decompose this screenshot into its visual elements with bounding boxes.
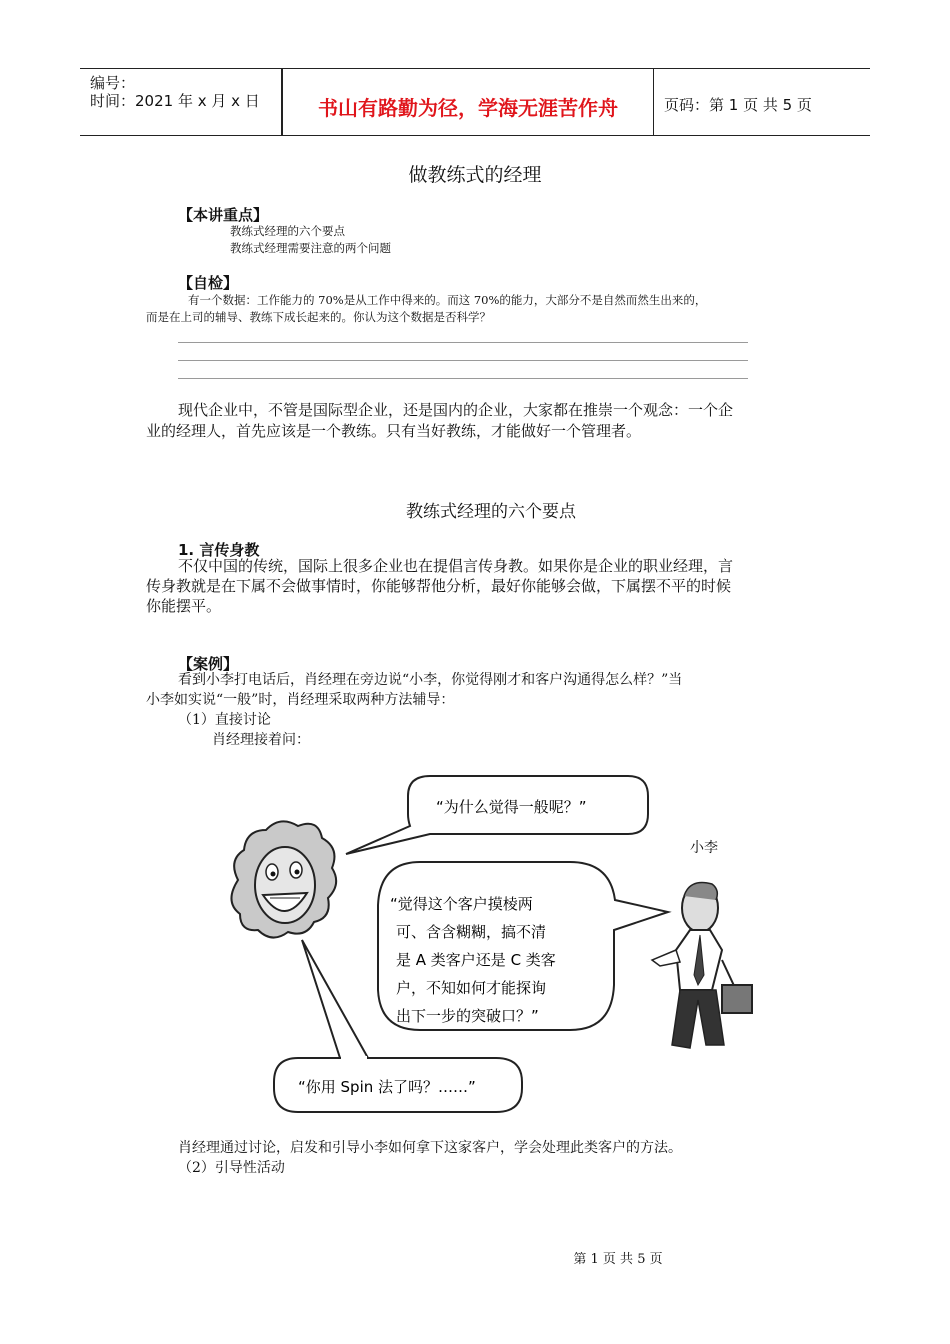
key-point-item: 教练式经理需要注意的两个问题 bbox=[230, 241, 391, 255]
method-label: （1）直接讨论 bbox=[178, 712, 271, 728]
page-title: 做教练式的经理 bbox=[408, 164, 542, 186]
intro-text: 现代企业中，不管是国际型企业，还是国内的企业，大家都在推崇一个观念：一个企 bbox=[178, 401, 734, 419]
case-heading: 【案例】 bbox=[178, 655, 239, 673]
comic-illustration bbox=[220, 765, 780, 1125]
point-text: 不仅中国的传统，国际上很多企业也在提倡言传身教。如果你是企业的职业经理，言 bbox=[178, 557, 734, 575]
case-text: 肖经理接着问： bbox=[212, 732, 310, 748]
header-top-rule bbox=[80, 68, 870, 69]
header-bottom-rule bbox=[80, 135, 870, 136]
point-text: 你能摆平。 bbox=[146, 597, 222, 615]
key-point-item: 教练式经理的六个要点 bbox=[230, 224, 345, 238]
self-check-text: 有一个数据：工作能力的 70%是从工作中得来的。而这 70%的能力，大部分不是自然而然生出来的， bbox=[188, 293, 707, 307]
answer-line bbox=[178, 342, 748, 343]
case-text: 肖经理通过讨论，启发和引导小李如何拿下这家客户，学会处理此类客户的方法。 bbox=[178, 1140, 682, 1156]
answer-line bbox=[178, 378, 748, 379]
speech-bubble-middle bbox=[378, 862, 668, 1030]
self-check-text: 而是在上司的辅导、教练下成长起来的。你认为这个数据是否科学？ bbox=[146, 310, 491, 324]
motto: 书山有路勤为径，学海无涯苦作舟 bbox=[318, 96, 618, 120]
answer-line bbox=[178, 360, 748, 361]
bubble-mid-text: 是 A 类客户还是 C 类客 bbox=[396, 951, 556, 969]
bubble-mid-text: 可、含含糊糊，搞不清 bbox=[396, 923, 547, 941]
key-points-heading: 【本讲重点】 bbox=[178, 206, 269, 224]
self-check-heading: 【自检】 bbox=[178, 274, 239, 292]
method-label: （2）引导性活动 bbox=[178, 1160, 285, 1176]
bubble-mid-text: 出下一步的突破口？” bbox=[396, 1007, 539, 1025]
case-text: 看到小李打电话后，肖经理在旁边说“小李，你觉得刚才和客户沟通得怎么样？”当 bbox=[178, 672, 683, 688]
page-footer: 第 1 页 共 5 页 bbox=[573, 1252, 663, 1267]
number-label: 编号： bbox=[90, 74, 136, 92]
page-code: 页码：第 1 页 共 5 页 bbox=[664, 96, 812, 114]
xiao-li-figure-icon bbox=[652, 883, 752, 1049]
bubble-bottom-text: “你用 Spin 法了吗？……” bbox=[298, 1078, 476, 1096]
manager-face-icon bbox=[231, 821, 336, 937]
header-divider-right bbox=[653, 68, 654, 136]
bubble-mid-text: “觉得这个客户摸棱两 bbox=[390, 895, 533, 913]
bubble-top-text: “为什么觉得一般呢？” bbox=[436, 798, 587, 816]
time-label: 时间：2021 年 x 月 x 日 bbox=[90, 92, 260, 110]
case-text: 小李如实说“一般”时，肖经理采取两种方法辅导： bbox=[146, 692, 455, 708]
point-heading: 1. 言传身教 bbox=[178, 541, 260, 559]
xiao-li-label: 小李 bbox=[690, 840, 718, 856]
point-text: 传身教就是在下属不会做事情时，你能够帮他分析，最好你能够会做，下属摆不平的时候 bbox=[146, 577, 732, 595]
section-title: 教练式经理的六个要点 bbox=[406, 502, 576, 522]
bubble-mid-text: 户，不知如何才能探询 bbox=[396, 979, 547, 997]
intro-text: 业的经理人，首先应该是一个教练。只有当好教练，才能做好一个管理者。 bbox=[146, 422, 642, 440]
